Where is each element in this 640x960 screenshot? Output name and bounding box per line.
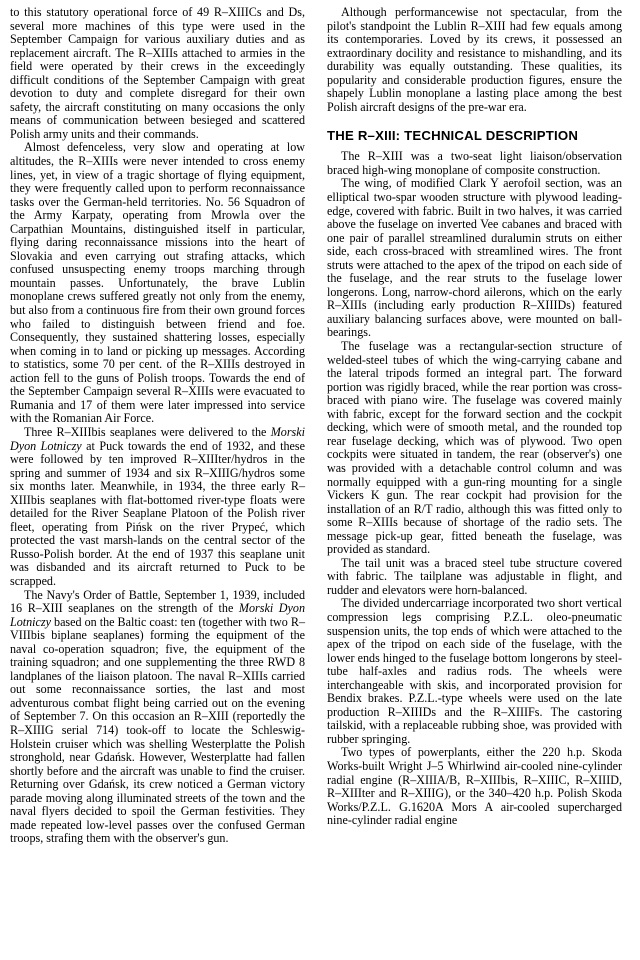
section-heading: THE R–XIII: TECHNICAL DESCRIPTION: [327, 128, 579, 144]
paragraph: Although performancewise not spectacular, from the pilot's standpoint the Lublin R–XIII had few equals among its contemporaries. Loved by its crews, it possessed an extraordinary docility and resistance to mishandling, and its durability was equally outstanding. These qualities, its popularity and considerable production figures, ensure the shapely Lublin monoplane a lasting place among the best Polish aircraft designs of the pre-war era.: [327, 5, 622, 114]
paragraph: Almost defenceless, very slow and operating at low altitudes, the R–XIIIs were never intended to cross enemy lines, yet, in view of a tragic shortage of flying equipment, they were frequently called upon to perform reconnaissance tasks over the German-held territories. No. 56 Squadron of the Army Karpaty, operating from Mrowla over the Carpathian Mountains, distinguished itself in particular, flying daring reconnaissance missions into the heart of Slovakia and even carrying out strafing attacks, which confused unsuspecting enemy troops marching through mountain passes. Unfortunately, the brave Lublin monoplane crews suffered greatly not only from the enemy, but also from a continuous fire from their own ground forces who failed to distinguish between friend and foe. Consequently, they sustained shattering losses, especially when coming in to land or picking up messages. According to statistics, some 70 per cent. of the R–XIIIs destroyed in action fell to the guns of Polish troops. Towards the end of the September Campaign several R–XIIIs were evacuated to Rumania and 17 of them were later impressed into service with the Romanian Air Force.: [10, 140, 305, 426]
right-column: [327, 6, 622, 960]
paragraph: The wing, of modified Clark Y aerofoil section, was an elliptical two-spar wooden structure with plywood leading-edge, covered with fabric. Built in two halves, it was carried above the fuselage on inverted Vee cabanes and braced with one pair of parallel streamlined duralumin struts on either side, each cross-braced with streamlined wires. The front struts were attached to the apex of the tripod on each side of the fuselage, and the rear struts to the fuselage lower longerons. Long, narrow-chord ailerons, which on the early R–XIIIs (including early production R–XIIIDs) featured auxiliary balancing surfaces above, were mounted on ball-bearings.: [327, 176, 622, 340]
left-column: [10, 6, 305, 960]
paragraph: Two types of powerplants, either the 220 h.p. Skoda Works-built Wright J–5 Whirlwind air-cooled nine-cylinder radial engine (R–XIIIA/B, R–XIIIbis, R–XIIIC, R–XIIID, R–XIIIter and R–XIIIG), or the 340–420 h.p. Polish Skoda Works/P.Z.L. G.1620A Mors A air-cooled supercharged nine-cylinder radial engine: [327, 745, 622, 828]
paragraph: The divided undercarriage incorporated two short vertical compression legs comprising P.Z.L. oleo-pneumatic suspension units, the top ends of which were attached to the apex of the tripod on each side of the fuselage, with the lower ends hinged to the fuselage bottom longerons by steel-tube half-axles and radius rods. The wheels were interchangeable with skis, and incorporated provision for Bendix brakes. P.Z.L.-type wheels were used on the late production R–XIIIDs and the R–XIIIFs. The castoring tailskid, with a replaceable rubbing shoe, was provided with rubber springing.: [327, 596, 622, 746]
paragraph: The tail unit was a braced steel tube structure covered with fabric. The tailplane was adjustable in flight, and rudder and elevators were horn-balanced.: [327, 555, 622, 597]
paragraph: The Navy's Order of Battle, September 1, 1939, included 16 R–XIII seaplanes on the strength of the Morski Dyon Lotniczy based on the Baltic coast: ten (together with two R–VIIIbis biplane seaplanes) forming the equipment of the naval co-operation squadron; five, the equipment of the training squadron; and one supplementing the three RWD 8 landplanes of the liaison platoon. The naval R–XIIIs carried out some reconnaissance sorties, the last and most adventurous combat flight being carried out on the evening of September 7. On this occasion an R–XIII (reportedly the R–XIIIG serial 714) took-off to locate the Schleswig-Holstein cruiser which was shelling Westerplatte the Polish stronghold, near Gdańsk. However, Westerplatte had fallen shortly before and the aircraft was unable to find the cruiser. Returning over Gdańsk, its crew noticed a German victory parade moving along illuminated streets of the town and the naval flyers decided to spoil the German festivities. They made repeated low-level passes over the confused German troops, strafing them with the observer's gun.: [10, 587, 305, 846]
paragraph: The fuselage was a rectangular-section structure of welded-steel tubes of which the wing-carrying cabane and the lateral tripods formed an integral part. The forward portion was rigidly braced, while the rear portion was cross-braced with piano wire. The fuselage was covered mainly with fabric, except for the forward section and the cockpit decking, which were of smooth metal, and the rounded top rear fuselage decking, which was of plywood. Two open cockpits were situated in tandem, the rear (observer's) one was provided with a detachable control column and was normally equipped with a gun-ring mounting for a single Vickers K gun. The rear cockpit had provision for the installation of an R/T radio, although this was fitted only to some R–XIIIs because of shortage of the radio sets. The message pick-up gear, fitted beneath the fuselage, was provided as standard.: [327, 339, 622, 557]
paragraph: The R–XIII was a two-seat light liaison/observation braced high-wing monoplane of composite construction.: [327, 149, 622, 177]
paragraph: to this statutory operational force of 49 R–XIIICs and Ds, several more machines of this type were used in the September Campaign for various auxiliary duties and as replacement aircraft. The R–XIIIs attached to armies in the field were operated by their crews in the exceedingly difficult conditions of the September Campaign with great devotion to duty and complete disregard for their own safety, the aircraft constituting on many occasions the only means of communication between besieged and scattered Polish army units and their commands.: [10, 5, 305, 141]
paragraph: Three R–XIIIbis seaplanes were delivered to the Morski Dyon Lotniczy at Puck towards the end of 1932, and these were followed by ten improved R–XIIIter/hydros in the spring and summer of 1934 and six R–XIIIG/hydros some six months later. Meanwhile, in 1934, the three early R–XIIIbis seaplanes with flat-bottomed river-type floats were detailed for the River Seaplane Platoon of the Polish river fleet, operating from Pińsk on the river Prypeć, which protected the vast marsh-lands on the central sector of the Russo-Polish border. At the end of 1937 this seaplane unit was disbanded and its aircraft returned to Puck to be scrapped.: [10, 424, 305, 588]
